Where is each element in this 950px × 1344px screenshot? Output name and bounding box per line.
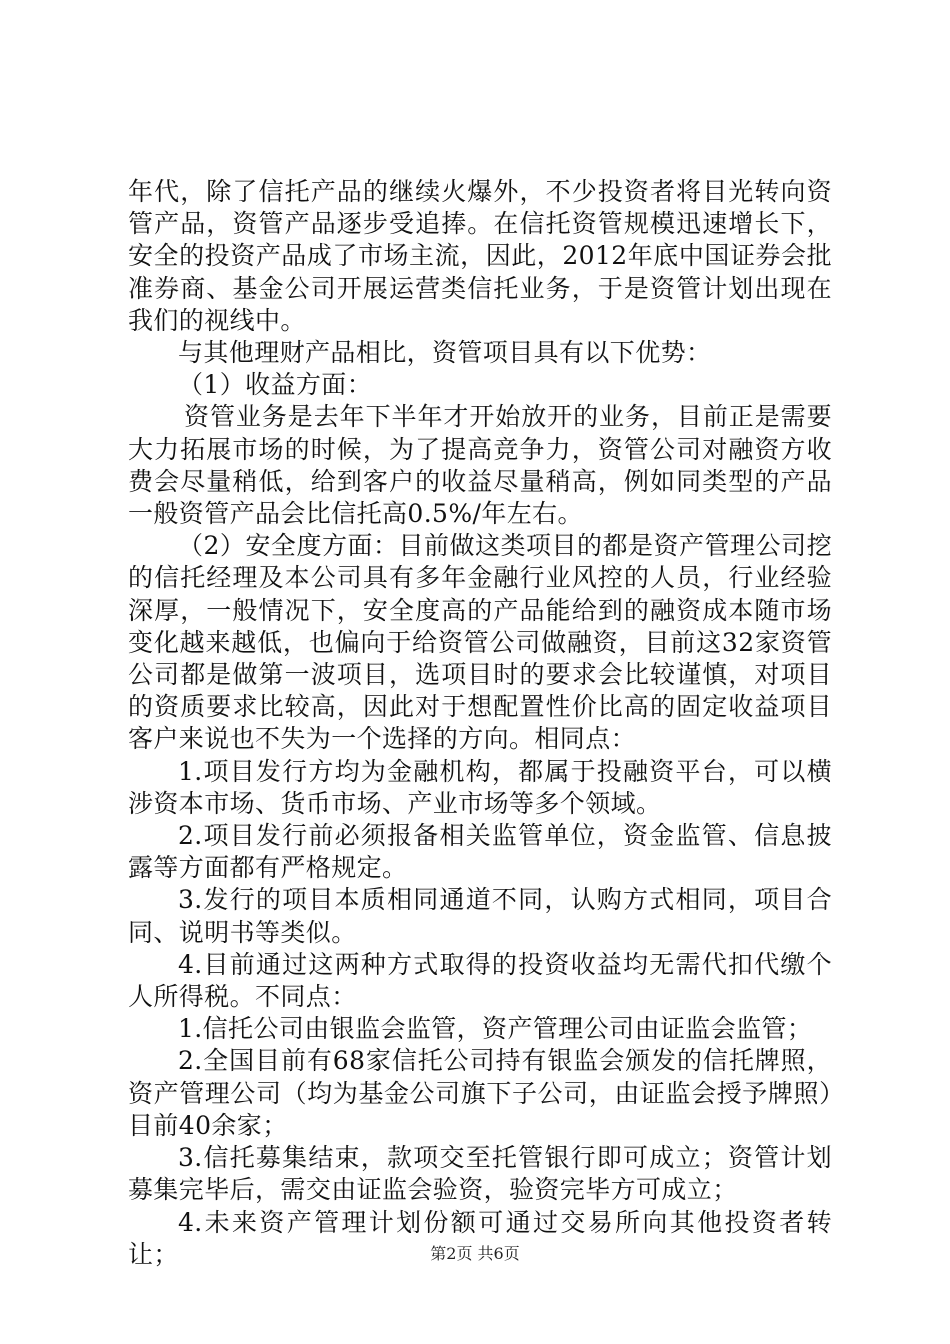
paragraph-heading-yield: （1）收益方面： <box>178 370 373 400</box>
paragraph-difference-2: 2.全国目前有68家信托公司持有银监会颁发的信托牌照，资产管理公司（均为基金公司旗下子公司，由证监会授予牌照）目前40余家； <box>128 1046 832 1140</box>
paragraph-similarity-3: 3.发行的项目本质相同通道不同，认购方式相同，项目合同、说明书等类似。 <box>128 885 832 947</box>
paragraph-advantages-intro: 与其他理财产品相比，资管项目具有以下优势： <box>178 338 712 368</box>
paragraph-continuation: 年代，除了信托产品的继续火爆外，不少投资者将目光转向资管产品，资管产品逐步受追捧。在信托资管规模迅速增长下，安全的投资产品成了市场主流，因此，2012年底中国证券会批准券商、基金公司开展运营类信托业务，于是资管计划出现在我们的视线中。 <box>128 177 832 335</box>
paragraph-difference-3: 3.信托募集结束，款项交至托管银行即可成立；资管计划募集完毕后，需交由证监会验资，验资完毕方可成立； <box>128 1143 832 1205</box>
paragraph-yield: 资管业务是去年下半年才开始放开的业务，目前正是需要大力拓展市场的时候，为了提高竞争力，资管公司对融资方收费会尽量稍低，给到客户的收益尽量稍高，例如同类型的产品一般资管产品会比信托高0.5%/年左右。 <box>128 402 832 529</box>
paragraph-difference-1: 1.信托公司由银监会监管，资产管理公司由证监会监管； <box>178 1014 813 1044</box>
paragraph-similarity-4: 4.目前通过这两种方式取得的投资收益均无需代扣代缴个人所得税。不同点： <box>128 949 832 1012</box>
paragraph-similarity-1: 1.项目发行方均为金融机构，都属于投融资平台，可以横涉资本市场、货币市场、产业市场等多个领域。 <box>128 756 832 818</box>
paragraph-difference-4: 4.未来资产管理计划份额可通过交易所向其他投资者转让； <box>128 1207 832 1269</box>
body-text <box>128 176 832 1271</box>
page-number-footer: 第2页 共6页 <box>430 1244 520 1263</box>
paragraph-similarity-2: 2.项目发行前必须报备相关监管单位，资金监管、信息披露等方面都有严格规定。 <box>128 821 832 883</box>
paragraph-safety: （2）安全度方面：目前做这类项目的都是资产管理公司挖的信托经理及本公司具有多年金融行业风控的人员，行业经验深厚，一般情况下，安全度高的产品能给到的融资成本随市场变化越来越低，也偏向于给资管公司做融资，目前这32家资管公司都是做第一波项目，选项目时的要求会比较谨慎，对项目的资质要求比较高，因此对于想配置性价比高的固定收益项目客户来说也不失为一个选择的方向。相同点： <box>128 531 832 754</box>
